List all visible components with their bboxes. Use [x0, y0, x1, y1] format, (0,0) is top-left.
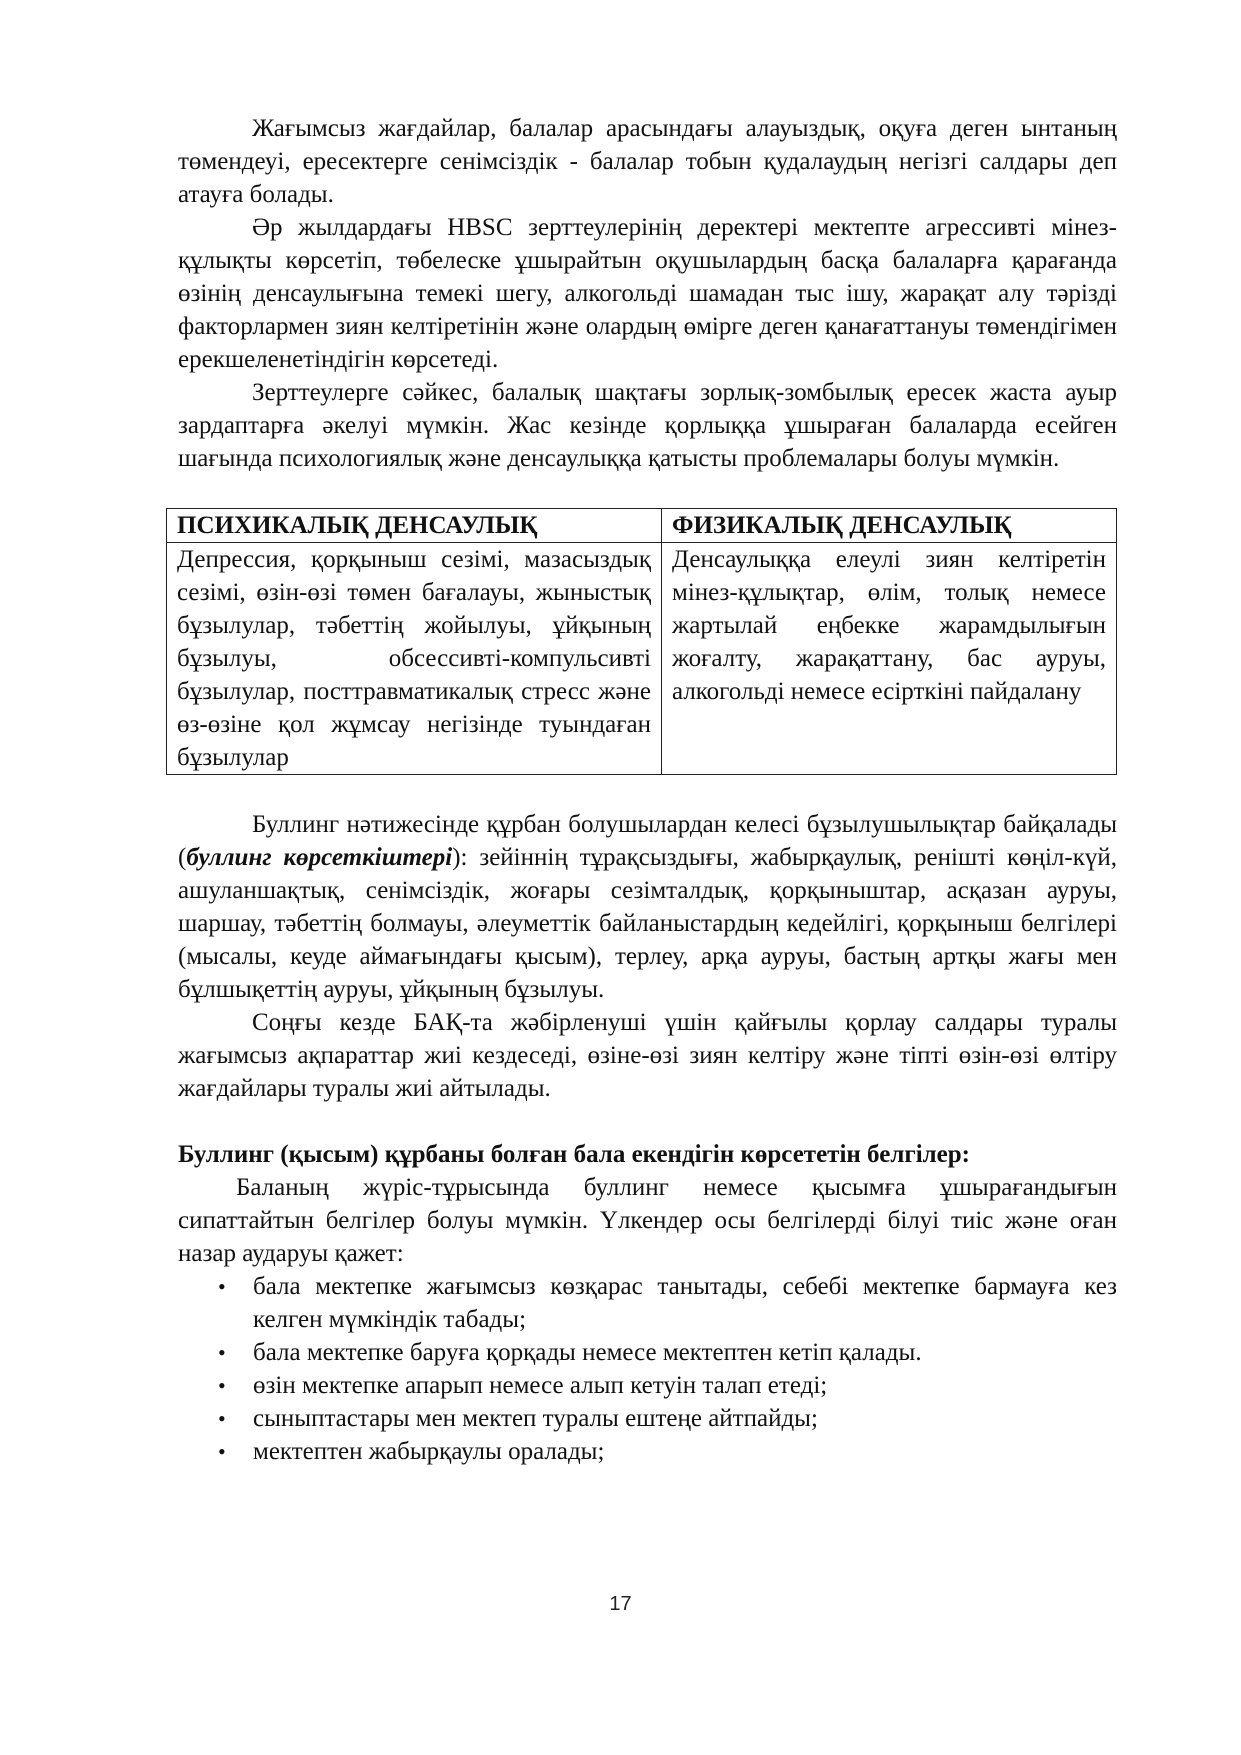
paragraph-bullying-indicators	[178, 808, 1117, 1006]
bullying-text-before: Буллинг нәтижесінде құрбан болушылардан келесі бұзылушылықтар байқалады (	[178, 811, 1117, 871]
list-item	[178, 1435, 1117, 1468]
bullet-icon: •	[218, 1373, 226, 1398]
section-heading-signs: Буллинг (қысым) құрбаны болған бала екендігін көрсететін белгілер:	[178, 1141, 970, 1168]
bullying-indicators-term: буллинг көрсеткіштері	[186, 844, 453, 871]
paragraph-media-reports: Соңғы кезде БАҚ-та жәбірленуші үшін қайғылы қорлау салдары туралы жағымсыз ақпараттар жиі кездеседі, өзіне-өзі зиян келтіру және тіпті өзін-өзі өлтіру жағдайлары туралы жиі айтылады.	[178, 1009, 1117, 1102]
table-cell-physical-health: Денсаулыққа елеулі зиян келтіретін мінез-құлықтар, өлім, толық немесе жартылай еңбекке жарамдылығын жоғалту, жарақаттану, бас ауруы, алкогольді немесе есірткіні пайдалану	[662, 543, 1117, 775]
page-number: 17	[609, 1593, 632, 1615]
table-header-row	[167, 509, 1117, 543]
paragraph-childhood-violence: Зерттеулерге сәйкес, балалық шақтағы зорлық-зомбылық ересек жаста ауыр зардаптарға әкелуі мүмкін. Жас кезінде қорлыққа ұшыраған балаларда есейген шағында психологиялық және денсаулыққа қатысты проблемалары болуы мүмкін.	[178, 379, 1117, 472]
list-item-text: бала мектепке жағымсыз көзқарас танытады, себебі мектепке бармауға кез келген мүмкіндік табады;	[253, 1273, 1117, 1333]
spacer	[178, 775, 1117, 808]
list-item-text: сыныптастары мен мектеп туралы ештеңе айтпайды;	[253, 1405, 818, 1432]
list-item-text: мектептен жабырқаулы оралады;	[253, 1438, 605, 1465]
signs-list	[178, 1270, 1117, 1468]
list-item	[178, 1369, 1117, 1402]
list-item	[178, 1402, 1117, 1435]
bullet-icon: •	[218, 1406, 226, 1431]
list-item	[178, 1336, 1117, 1369]
bullying-text-after: ): зейіннің тұрақсыздығы, жабырқаулық, реніштi көңіл-күй, ашуланшақтық, сенімсіздік, жоғары сезімталдық, қорқыныштар, асқазан ауруы, шаршау, тәбеттің болмауы, әлеуметтік байланыстардың кедейлігі, қорқыныш белгілері (мысалы, кеуде аймағындағы қысым), терлеу, арқа ауруы, бастың артқы жағы мен бұлшықеттің ауруы, ұйқының бұзылуы.	[178, 844, 1117, 1003]
bullet-icon: •	[218, 1439, 226, 1464]
table-header-mental-health: ПСИХИКАЛЫҚ ДЕНСАУЛЫҚ	[167, 509, 662, 543]
health-effects-table	[166, 508, 1117, 775]
list-item-text: өзін мектепке апарып немесе алып кетуін талап етеді;	[253, 1372, 828, 1399]
page-content	[178, 112, 1117, 1468]
table-row	[167, 543, 1117, 775]
paragraph-hbsc-research: Әр жылдардағы HBSC зерттеулерінің деректері мектепте агрессивті мінез-құлықты көрсетіп, төбелеске ұшырайтын оқушылардың басқа балаларға қарағанда өзінің денсаулығына темекі шегу, алкогольді шамадан тыс ішу, жарақат алу тәрізді факторлармен зиян келтіретінін және олардың өмірге деген қанағаттануы төмендігімен ерекшеленетіндігін көрсетеді.	[178, 214, 1117, 373]
bullet-icon: •	[218, 1274, 226, 1299]
paragraph-signs-intro: Баланың жүріс-тұрысында буллинг немесе қысымға ұшырағандығын сипаттайтын белгілер болуы мүмкін. Үлкендер осы белгілерді білуі тиіс және оған назар аударуы қажет:	[178, 1174, 1117, 1267]
bullet-icon: •	[218, 1340, 226, 1365]
list-item	[178, 1270, 1117, 1336]
table-cell-mental-health: Депрессия, қорқыныш сезімі, мазасыздық сезімі, өзін-өзі төмен бағалауы, жыныстық бұзылулар, тәбеттің жойылуы, ұйқының бұзылуы, обсессивті-компульсивті бұзылулар, посттравматикалық стресс және өз-өзіне қол жұмсау негізінде туындаған бұзылулар	[167, 543, 662, 775]
list-item-text: бала мектепке баруға қорқады немесе мектептен кетіп қалады.	[253, 1339, 922, 1366]
table-header-physical-health: ФИЗИКАЛЫҚ ДЕНСАУЛЫҚ	[662, 509, 1117, 543]
paragraph-consequences: Жағымсыз жағдайлар, балалар арасындағы алауыздық, оқуға деген ынтаның төмендеуі, ересектерге сенімсіздік - балалар тобын қудалаудың негізгі салдары деп атауға болады.	[178, 115, 1117, 208]
spacer	[178, 1105, 1117, 1138]
spacer	[178, 475, 1117, 508]
